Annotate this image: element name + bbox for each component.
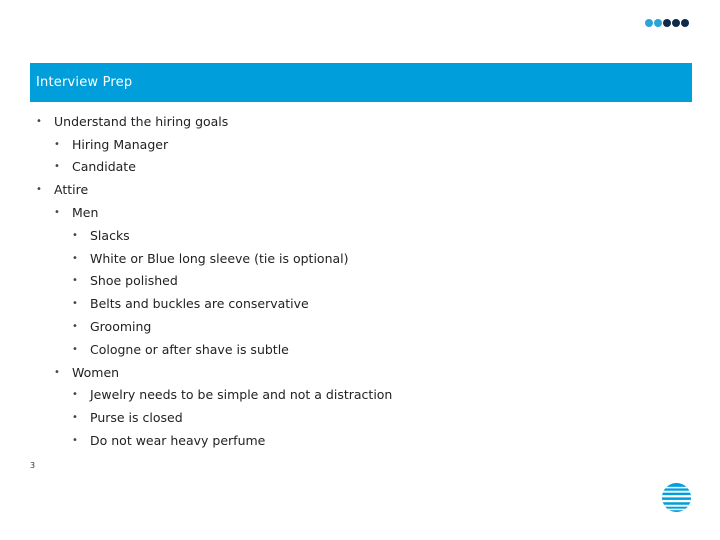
bullet-icon: • xyxy=(72,230,78,241)
bullet-item xyxy=(36,182,89,198)
bullet-text: Men xyxy=(72,205,99,220)
bullet-item xyxy=(54,205,99,221)
bullet-icon: • xyxy=(36,184,42,195)
slide-title: Interview Prep xyxy=(36,75,133,90)
bullet-text: Understand the hiring goals xyxy=(54,114,229,129)
bullet-text: Hiring Manager xyxy=(72,137,169,152)
bullet-item xyxy=(54,137,169,153)
bullet-text: Cologne or after shave is subtle xyxy=(90,342,289,357)
bullet-icon: • xyxy=(72,412,78,423)
bullet-item xyxy=(72,433,266,449)
bullet-text: Women xyxy=(72,365,120,380)
bullet-text: Grooming xyxy=(90,319,152,334)
bullet-item xyxy=(72,228,130,244)
bullet-item xyxy=(72,319,152,335)
bullet-text: Do not wear heavy perfume xyxy=(90,433,266,448)
bullet-icon: • xyxy=(72,389,78,400)
bullet-text: Purse is closed xyxy=(90,410,183,425)
bullet-item xyxy=(36,114,229,130)
bullet-icon: • xyxy=(72,435,78,446)
bullet-icon: • xyxy=(54,367,60,378)
bullet-item xyxy=(54,365,120,381)
bullet-icon: • xyxy=(54,161,60,172)
bullet-text: Jewelry needs to be simple and not a distraction xyxy=(90,387,393,402)
bullet-text: Slacks xyxy=(90,228,130,243)
bullet-item xyxy=(72,410,183,426)
bullet-item xyxy=(72,273,178,289)
bullet-icon: • xyxy=(72,253,78,264)
bullet-icon: • xyxy=(72,298,78,309)
bullet-icon: • xyxy=(72,344,78,355)
att-globe-logo-icon xyxy=(661,482,692,513)
bullet-icon: • xyxy=(36,116,42,127)
bullet-item xyxy=(72,296,309,312)
bullet-text: Shoe polished xyxy=(90,273,178,288)
bullet-text: Attire xyxy=(54,182,89,197)
bullet-icon: • xyxy=(54,139,60,150)
bullet-text: Candidate xyxy=(72,159,136,174)
bullet-item xyxy=(72,387,393,403)
bullet-icon: • xyxy=(72,275,78,286)
bullet-item xyxy=(72,251,349,267)
bullet-icon: • xyxy=(72,321,78,332)
bullet-text: Belts and buckles are conservative xyxy=(90,296,309,311)
bullet-text: White or Blue long sleeve (tie is optional) xyxy=(90,251,349,266)
page-number: 3 xyxy=(30,461,36,470)
bullet-item xyxy=(54,159,136,175)
bullet-item xyxy=(72,342,289,358)
bullet-icon: • xyxy=(54,207,60,218)
